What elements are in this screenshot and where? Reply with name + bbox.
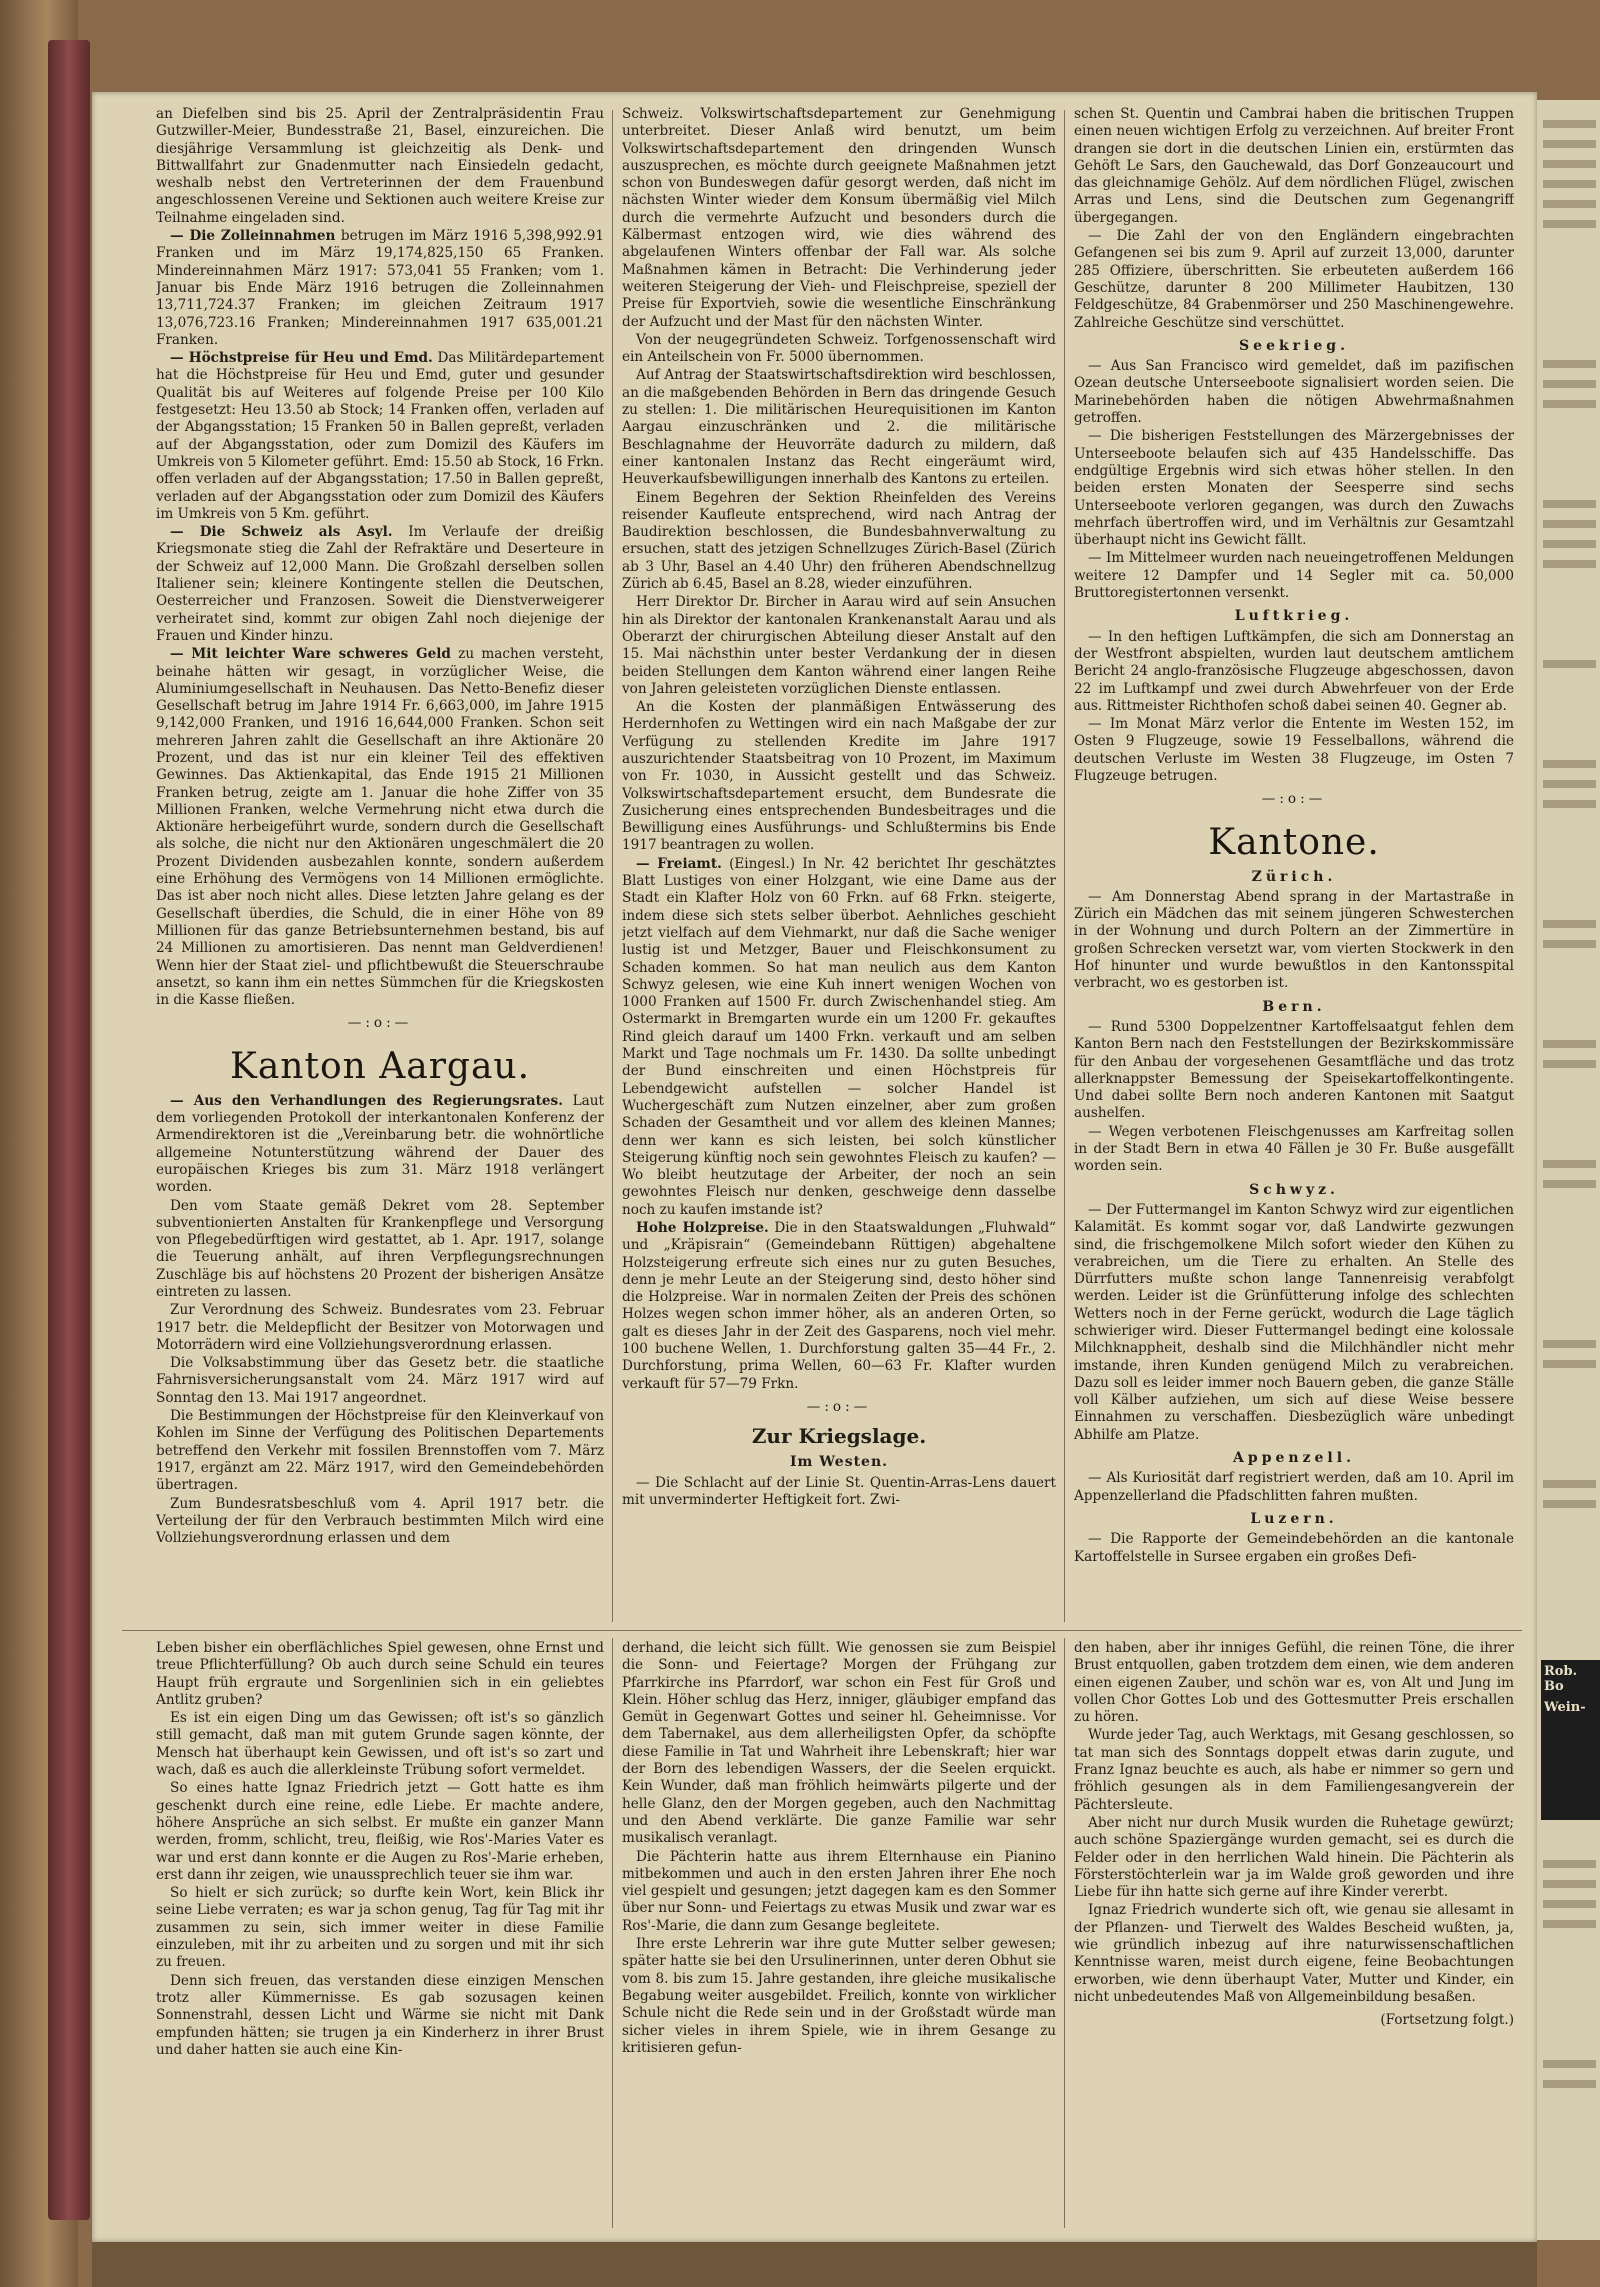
- keyword: — Die Zolleinnahmen: [170, 228, 336, 245]
- text: zu machen versteht, beinahe hätten wir gesagt, in vorzüglicher Weise, die Aluminiumgesellschaft in Neuhausen. Das Netto-Benefiz dieser Gesellschaft betrug im Jahre 1914 Fr. 6,663,000, im Jahre 1915 9,142,000 Franken, und 1916 16,644,000 Franken. Schon seit mehreren Jahren zahlt die Gesellschaft an ihre Aktionäre 20 Prozent, und das ist nur ein kleiner Teil des effektiven Gewinnes. Das Aktienkapital, das Ende 1915 21 Millionen Franken betrug, zeigte am 1. Januar die hohe Ziffer von 35 Millionen Franken, welche Vermehrung nicht etwa durch die Aktionäre herbeigeführt wurde, sondern durch die Gesellschaft als solche, die nicht nur den Aktionären ungeschmälert die 20 Prozent Dividenden ausbezahlen konnte, sondern außerdem eine Erhöhung des Vermögens von 14 Millionen ermöglichte. Das ist aber noch nicht alles. Diese letzten Jahre gelang es der Gesellschaft überdies, die Schuld, die in einer Höhe von 89 Millionen für das ganze Betriebsunternehmen bestand, bis auf 24 Millionen zu amortisieren. Das nennt man Geldverdienen! Wenn hier der Staat ziel- und pflichtbewußt die Steuerschraube ansetzt, so kann ihm ein nettes Sümmchen für die Kriegskosten in die Kasse fließen.: [156, 646, 604, 1009]
- paragraph: — Die Rapporte der Gemeindebehörden an die kantonale Kartoffelstelle in Sursee ergaben ein großes Defi-: [1074, 1531, 1514, 1565]
- text-line: [1543, 1040, 1596, 1048]
- subheading-seekrieg: Seekrieg.: [1239, 337, 1349, 354]
- subheading-luftkrieg: Luftkrieg.: [1234, 608, 1354, 625]
- paragraph: — Der Futtermangel im Kanton Schwyz wird zur eigentlichen Kalamität. Es kommt sogar vor, daß Landwirte gezwungen sind, die frischgemolkene Milch sofort wieder den Kühen zu verabreichen, um die Tiere zu erhalten. An Stelle des Dürrfutters mußte schon lange Tannenreisig verabfolgt werden. Leider ist die Grünfütterung infolge des schlechten Wetters noch in der Ferne gerückt, wodurch die Lage täglich schwieriger wird. Dieser Futtermangel bedingt eine kolossale Milchknappheit, deshalb sind die Milchhändler nicht mehr imstande, ihren Kunden genügend Milch zu verabreichen. Dazu soll es leider immer noch Bauern geben, die ganze Ställe voll Kälber aufziehen, um sich auf diese Weise bessere Einnahmen zu verschaffen. Diesbezüglich wäre unbedingt Abhilfe am Platze.: [1074, 1201, 1514, 1443]
- ad-text: Wein-: [1544, 1700, 1586, 1715]
- paragraph: — Die Schlacht auf der Linie St. Quentin-Arras-Lens dauert mit unverminderter Heftigkeit fort. Zwi-: [622, 1474, 1056, 1508]
- text-line: [1543, 520, 1596, 528]
- text-line: [1543, 1900, 1596, 1908]
- text-line: [1543, 660, 1596, 668]
- text-line: [1543, 1480, 1596, 1488]
- keyword: — Aus den Verhandlungen des Regierungsrates.: [170, 1092, 563, 1109]
- text-line: [1543, 1180, 1596, 1188]
- text-line: [1543, 160, 1596, 168]
- newspaper-page: [92, 92, 1537, 2242]
- paragraph: Die Bestimmungen der Höchstpreise für den Kleinverkauf von Kohlen im Sinne der Verfügung des Politischen Departements betreffend den Verkehr mit fossilen Brennstoffen vom 7. März 1917, ergänzt am 22. März 1917, wird den Gemeindebehörden übertragen.: [156, 1408, 604, 1494]
- text-line: [1543, 1060, 1596, 1068]
- column-rule-1: [612, 110, 613, 1622]
- paragraph: Schweiz. Volkswirtschaftsdepartement zur Genehmigung unterbreitet. Dieser Anlaß wird benutzt, um beim Volkswirtschaftsdepartement den dringenden Wunsch auszusprechen, es möchte durch geeignete Maßnahmen jetzt schon von Bundeswegen dafür gesorgt werden, daß nicht im nächsten Winter wieder dem Konsum übermäßig viel Milch durch die vermehrte Aufzucht und besonders durch die Kälbermast entzogen wird, wie dies während des abgelaufenen Winters offenbar der Fall war. Als solche Maßnahmen kämen in Betracht: Die Verhinderung jeder weiteren Steigerung der Vieh- und Fleischpreise, speziell der Preise für Exportvieh, sowie die wesentliche Einschränkung der Aufzucht und der Mast für den nächsten Winter.: [622, 106, 1056, 330]
- paragraph: [156, 228, 604, 349]
- column-3: [1074, 106, 1514, 1626]
- text-line: [1543, 360, 1596, 368]
- column-rule-2: [1064, 110, 1065, 1622]
- paragraph: An die Kosten der planmäßigen Entwässerung des Herdernhofen zu Wettingen wird ein nach Maßgabe der zur Verfügung zu stellenden Kredite im Jahre 1917 auszurichtender Staatsbeitrag von 10 Prozent, im Maximum von Fr. 1030, in Aussicht gestellt und das Schweiz. Volkswirtschaftsdepartement ersucht, dem Bundesrate die Zusicherung eines entsprechenden Bundesbeitrages und die Bewilligung eines Ausführungs- und Schlußtermins bis Ende 1917 beantragen zu wollen.: [622, 699, 1056, 854]
- text-line: [1543, 200, 1596, 208]
- text-line: [1543, 780, 1596, 788]
- paragraph: schen St. Quentin und Cambrai haben die britischen Truppen einen neuen wichtigen Erfolg zu verzeichnen. Auf breiter Front drangen sie dort in die deutschen Linien ein, erstürmten das Gehöft Le Sars, den Gauchewald, das Dorf Gonzeaucourt und das gleichnamige Gehölz. Auf dem nördlichen Flügel, zwischen Arras und Lens, sind die Deutschen zum Gegenangriff übergegangen.: [1074, 106, 1514, 226]
- subheading-luzern: Luzern.: [1250, 1510, 1338, 1527]
- paragraph: So hielt er sich zurück; so durfte kein Wort, kein Blick ihr seine Liebe verraten; es war ja schon genug, Tag für Tag mit ihr zusammen zu sein, sich immer weiter in diese Familie einzuleben, mit ihr zu arbeiten und zu sorgen und mit ihr sich zu freuen.: [156, 1885, 604, 1971]
- keyword: — Mit leichter Ware schweres Geld: [170, 646, 451, 663]
- paragraph: Es ist ein eigen Ding um das Gewissen; oft ist's so gänzlich still gemacht, daß man mit gutem Grunde sagen könnte, der Mensch hat überhaupt kein Gewissen, und oft ist's so zart und wach, daß es auch die allerkleinste Trübung sofort vermeldet.: [156, 1710, 604, 1779]
- separator: —:o:—: [1261, 791, 1327, 808]
- paragraph: — Rund 5300 Doppelzentner Kartoffelsaatgut fehlen dem Kanton Bern nach den Feststellungen der Bezirkskommissäre für den Anbau der vorgesehenen Gesamtfläche und das trotz allerknappster Bemessung der Speisekartoffelkontingente. Und dabei sollte Bern noch anderen Kantonen mit Saatgut aushelfen.: [1074, 1018, 1514, 1122]
- text-line: [1543, 1500, 1596, 1508]
- paragraph: — Im Mittelmeer wurden nach neueingetroffenen Meldungen weitere 12 Dampfer und 14 Segler mit ca. 50,000 Bruttoregistertonnen versenkt.: [1074, 550, 1514, 602]
- feuilleton-column-3: [1074, 1640, 1514, 2230]
- text-line: [1543, 2080, 1596, 2088]
- text: Die in den Staatswaldungen „Fluhwald“ und „Kräpisrain“ (Gemeindebann Rüttigen) abgehaltene Holzsteigerung erfreute sich eines nur zu guten Besuches, denn je mehr Leute an der Steigerung sind, desto höher sind die Holzpreise. War in normalen Zeiten der Preis des schönen Holzes wegen schon immer höher, als an anderen Orten, so galt es dieses Jahr in der Zeit des Gasparens, noch viel mehr. 100 buchene Wellen, 1. Durchforstung galten 35—44 Fr., 2. Durchforstung, prima Wellen, 60—63 Fr. Klafter wurden verkauft für 57—79 Frkn.: [622, 1220, 1056, 1392]
- text-line: [1543, 140, 1596, 148]
- column-2: [622, 106, 1056, 1626]
- section-title-kriegslage: Zur Kriegslage.: [751, 1424, 927, 1449]
- text-line: [1543, 920, 1596, 928]
- text-line: [1543, 400, 1596, 408]
- text-line: [1543, 180, 1596, 188]
- subheading-appenzell: Appenzell.: [1233, 1450, 1355, 1467]
- feuilleton-rule-2: [1064, 1638, 1065, 2228]
- paragraph: [622, 856, 1056, 1219]
- text-line: [1543, 540, 1596, 548]
- feuilleton-rule-1: [612, 1638, 613, 2228]
- section-title-aargau: Kanton Aargau.: [229, 1045, 531, 1087]
- paragraph: Aber nicht nur durch Musik wurden die Ruhetage gewürzt; auch schöne Spaziergänge wurden gemacht, sei es durch die Felder oder in den herrlichen Wald hinein. Die Pächterin als Försterstöchterlein war ja im Walde groß geworden und ihre Liebe für ihn hatte sich gerne auf ihre Kinder vererbt.: [1074, 1814, 1514, 1901]
- column-1: [156, 106, 604, 1626]
- separator: —:o:—: [806, 1398, 872, 1415]
- paragraph: an Diefelben sind bis 25. April der Zentralpräsidentin Frau Gutzwiller-Meier, Bundesstraße 21, Basel, einzureichen. Die diesjährige Versammlung ist gleichzeitig als Denk- und Bittwallfahrt zur Gnadenmutter nach Einsiedeln gedacht, weshalb nebst den Vertreterinnen der dem Frauenbund angeschlossenen Vereine und Sektionen auch weitere Kreise zur Teilnahme eingeladen sind.: [156, 106, 604, 226]
- paragraph: Denn sich freuen, das verstanden diese einzigen Menschen trotz aller Kümmernisse. Es gab sozusagen keinen Sonnenstrahl, dessen Licht und Wärme sie nicht mit Dank empfunden hätten; sie trugen ja ein Kinderherz in ihrer Brust und daher hatten sie auch eine Kin-: [156, 1972, 604, 2058]
- text-line: [1543, 560, 1596, 568]
- paragraph: Wurde jeder Tag, auch Werktags, mit Gesang geschlossen, so tat man sich des Sonntags doppelt etwas darin zugute, und Franz Ignaz beuchte es auch, als habe er nimmer so gern und fröhlich gesungen als in dem Familiengesangverein der Pächtersleute.: [1074, 1727, 1514, 1813]
- paragraph: Die Volksabstimmung über das Gesetz betr. die staatliche Fahrnisversicherungsanstalt vom 24. März 1917 wird auf Sonntag den 13. Mai 1917 angeordnet.: [156, 1355, 604, 1406]
- text: (Eingesl.) In Nr. 42 berichtet Ihr geschätztes Blatt Lustiges von einer Holzgant, wie eine Dame aus der Stadt ein Klafter Holz von 60 Frkn. auf 68 Frkn. steigerte, indem diese sich stets selber überbot. Aehnliches geschieht jetzt vielfach auf dem Viehmarkt, nur daß die Sache weniger lustig ist und Metzger, Bauer und Fleischkonsument zu Schaden kommen. So hat man neulich aus dem Kanton Schwyz gelesen, wie eine Kuh innert wenigen Wochen von 1000 Franken auf 1500 Fr. durch Zwischenhandel stieg. Am Ostermarkt in Bremgarten wurde ein um 1200 Fr. gekauftes Rind gleich darauf um 1400 Frkn. verkauft und am selben Markt und Tage nochmals um Fr. 1430. Da sollte unbedingt der Bund einschreiten und einen Höchstpreis für Lebendgewicht aufstellen — solcher Handel ist Wuchergeschäft zum Nutzen einzelner, aber zum großen Schaden der Gesamtheit und vor allem des kleinen Mannes; denn wer kann es sich leisten, bei solch künstlicher Steigerung künftig noch sein gewohntes Fleisch zu kaufen? — Wo bleibt heutzutage der Arbeiter, der noch an sein gewohntes Fleisch nur denken, geschweige denn dasselbe noch zu kaufen imstande ist?: [622, 855, 1056, 1218]
- ad-text: Rob. Bo: [1544, 1664, 1578, 1694]
- keyword: — Die Schweiz als Asyl.: [170, 524, 393, 541]
- text-line: [1543, 220, 1596, 228]
- paragraph: — Die Zahl der von den Engländern eingebrachten Gefangenen sei bis zum 9. April auf zurzeit 13,000, darunter 285 Offiziere, überschritten. Sie erbeuteten außerdem 166 Geschütze, darunter 8 200 Millimeter Haubitzen, 130 Feldgeschütze, 84 Grabenmörser und 250 Maschinengewehre. Zahlreiche Geschütze sind verschüttet.: [1074, 228, 1514, 331]
- text-line: [1543, 940, 1596, 948]
- paragraph: Von der neugegründeten Schweiz. Torfgenossenschaft wird ein Anteilschein von Fr. 5000 übernommen.: [622, 331, 1056, 366]
- text: Im Verlaufe der dreißig Kriegsmonate stieg die Zahl der Refraktäre und Deserteure in der Schweiz auf 12,000 Mann. Die Großzahl derselben sollen Italiener sein; kleinere Kontingente stellen die Deutschen, Oesterreicher und Franzosen. Soweit die Dienstverweigerer verheiratet sind, kommt zur obigen Zahl noch diejenige der Frauen und Kinder hinzu.: [156, 524, 604, 644]
- feuilleton-column-2: [622, 1640, 1056, 2230]
- paragraph: — Aus San Francisco wird gemeldet, daß im pazifischen Ozean deutsche Unterseeboote signalisiert worden seien. Die Marinebehörden haben die nötigen Abwehrmaßnahmen getroffen.: [1074, 358, 1514, 427]
- paragraph: den haben, aber ihr inniges Gefühl, die reinen Töne, die ihrer Brust entquollen, gaben trotzdem dem einen, wie dem anderen einen eigenen Zauber, und schön war es, von Alt und Jung im vollen Chor Gottes Lob und des Gottesmutter Preis erschallen zu hören.: [1074, 1640, 1514, 1726]
- paragraph: Ihre erste Lehrerin war ihre gute Mutter selber gewesen; später hatte sie bei den Ursulinerinnen, unter deren Obhut sie vom 8. bis zum 15. Jahre gestanden, ihre gleiche musikalische Begabung weiter ausgebildet. Freilich, konnte von wirklicher Schule nicht die Rede sein und in der Großstadt würde man sicher vieles in ihrem Spiele, wie in ihrem Gesange zu kritisieren gefun-: [622, 1936, 1056, 2056]
- advertisement: [1541, 1660, 1600, 1820]
- text-line: [1543, 1860, 1596, 1868]
- paragraph: derhand, die leicht sich füllt. Wie genossen sie zum Beispiel die Sonn- und Feiertage? Morgen der Frühgang zur Pfarrkirche ins Pfarrdorf, war schon ein Fest für Groß und Klein. Höher schlug das Herz, inniger, gläubiger empfand das Gemüt in Gegenwart Gottes und seiner hl. Geheimnisse. Vor dem Tabernakel, aus dem allerheiligsten Opfer, da schöpfte diese Familie in Tat und Wahrheit ihre Lebenskraft; hier war der Born des lebendigen Wassers, der die Seelen erquickt. Kein Wunder, daß man fröhlich heimwärts pilgerte und der helle Glanz, den der Morgen gegeben, auch den Nachmittag und den Abend verklärte. Die ganze Familie war sehr musikalisch veranlagt.: [622, 1640, 1056, 1847]
- paragraph: — Am Donnerstag Abend sprang in der Martastraße in Zürich ein Mädchen das mit seinem jüngeren Schwesterchen in der Wohnung und durch Poltern an der Zimmertüre in großen Schrecken versetzt war, vom vierten Stockwerk in den Hof hinunter und wurde bewußtlos in den Kantonsspital verbracht, wo es gestorben ist.: [1074, 888, 1514, 992]
- paragraph: Die Pächterin hatte aus ihrem Elternhause ein Pianino mitbekommen und auch in den ersten Jahren ihrer Ehe noch viel gespielt und gesungen; jetzt dagegen kam es den Sommer über nur Sonn- und Feiertags zu etwas Musik und zwar war es Ros'-Marie, die dann zum Gesange begleitete.: [622, 1848, 1056, 1934]
- text: betrugen im März 1916 5,398,992.91 Franken und im März 19,174,825,150 65 Franken. Mindereinnahmen März 1917: 573,041 55 Franken; vom 1. Januar bis Ende März 1916 betrugen die Zolleinnahmen 13,711,724.37 Franken; im gleichen Zeitraum 1917 13,076,723.16 Franken; Mindereinnahmen 1917 635,001.21 Franken.: [156, 228, 604, 348]
- text-line: [1543, 380, 1596, 388]
- keyword: Hohe Holzpreise.: [636, 1220, 769, 1236]
- paragraph: — Wegen verbotenen Fleischgenusses am Karfreitag sollen in der Stadt Bern in etwa 40 Fällen je 30 Fr. Buße ausgefällt worden sein.: [1074, 1123, 1514, 1175]
- adjacent-page: [1537, 100, 1600, 2240]
- subheading-westen: Im Westen.: [789, 1454, 889, 1471]
- paragraph: Einem Begehren der Sektion Rheinfelden des Vereins reisender Kaufleute entsprechend, wird nach Antrag der Baudirektion beschlossen, die Bundesbahnverwaltung zu ersuchen, statt des jetzigen Schnellzuges Zürich-Basel (Zürich ab 3 Uhr, Basel an 4.40 Uhr) den früheren Abendschnellzug Zürich ab 6.45, Basel an 8.28, wieder einzuführen.: [622, 489, 1056, 593]
- paragraph: — In den heftigen Luftkämpfen, die sich am Donnerstag an der Westfront abspielten, wurden laut deutschem amtlichem Bericht 24 anglo-französische Flugzeuge abgeschossen, davon 22 im Luftkampf und zwei durch Abwehrfeuer von der Erde aus. Rittmeister Richthofen schoß dabei seinen 40. Gegner ab.: [1074, 628, 1514, 714]
- book-bottom-edge: [92, 2242, 1537, 2287]
- text-line: [1543, 120, 1596, 128]
- separator: —:o:—: [347, 1015, 413, 1032]
- subheading-schwyz: Schwyz.: [1249, 1181, 1339, 1198]
- paragraph: Den vom Staate gemäß Dekret vom 28. September subventionierten Anstalten für Krankenpflege und Versorgung von Pflegebedürftigen wird gestattet, ab 1. Apr. 1917, solange die Teuerung anhält, auf ihren Verpflegungsrechnungen Zuschläge bis auf höchstens 20 Prozent der bisherigen Ansätze eintreten zu lassen.: [156, 1197, 604, 1300]
- paragraph: Zur Verordnung des Schweiz. Bundesrates vom 23. Februar 1917 betr. die Meldepflicht der Besitzer von Motorwagen und Motorrädern wird eine Vollziehungsverordnung erlassen.: [156, 1302, 604, 1353]
- subheading-zuerich: Zürich.: [1251, 868, 1337, 885]
- paragraph: — Im Monat März verlor die Entente im Westen 152, im Osten 9 Flugzeuge, sowie 19 Fesselballons, während die deutschen Verluste im Westen 38 Flugzeuge, im Osten 7 Flugzeuge betrugen.: [1074, 716, 1514, 784]
- paragraph: — Die bisherigen Feststellungen des Märzergebnisses der Unterseeboote belaufen sich auf 435 Handelsschiffe. Das endgültige Ergebnis wird sich etwas höher stellen. In den beiden ersten Monaten der Seesperre sind sechs Unterseeboote verloren gegangen, was durch den Zuwachs mehrfach übertroffen wird, und im Verhältnis zur Gesamtzahl überhaupt nicht ins Gewicht fällt.: [1074, 428, 1514, 549]
- paragraph: — Als Kuriosität darf registriert werden, daß am 10. April im Appenzellerland die Pfadschlitten fahren mußten.: [1074, 1470, 1514, 1504]
- feuilleton-column-1: [156, 1640, 604, 2230]
- book-binding: [48, 40, 90, 2220]
- continuation-note: (Fortsetzung folgt.): [1380, 2012, 1514, 2029]
- paragraph: [156, 646, 604, 1009]
- paragraph: Ignaz Friedrich wunderte sich oft, wie genau sie allesamt in der Pflanzen- und Tierwelt des Waldes Bescheid wußten, ja, wie gründlich inbezug auf ihre naturwissenschaftlichen Kenntnisse waren, meist durch eigene, feine Beobachtungen erworben, wie denn überhaupt Vater, Mutter und Kinder, ein nicht unbedeutendes Maß von Allgemeinbildung besaßen.: [1074, 1902, 1514, 2005]
- paragraph: Auf Antrag der Staatswirtschaftsdirektion wird beschlossen, an die maßgebenden Behörden in Bern das dringende Gesuch zu stellen: 1. Die militärischen Heurequisitionen im Kanton Aargau einzuschränken und 2. die militärische Beschlagnahme der Heuvorräte dadurch zu mildern, daß einer kantonalen Instanz das Recht eingeräumt wird, Heuverkaufsbewilligungen innerhalb des Kantons zu erteilen.: [622, 367, 1056, 488]
- keyword: — Höchstpreise für Heu und Emd.: [170, 350, 433, 367]
- text-line: [1543, 1160, 1596, 1168]
- paragraph: Herr Direktor Dr. Bircher in Aarau wird auf sein Ansuchen hin als Direktor der kantonalen Krankenanstalt Aarau und als Oberarzt der chirurgischen Abteilung dieser Anstalt auf den 15. Mai nächsthin unter bester Verdankung der in diesen beiden Stellungen dem Kanton während einer langen Reihe von Jahren geleisteten vorzüglichen Dienste entlassen.: [622, 594, 1056, 697]
- text-line: [1543, 2060, 1596, 2068]
- text-line: [1543, 1880, 1596, 1888]
- text: Laut dem vorliegenden Protokoll der interkantonalen Konferenz der Armendirektoren ist die „Vereinbarung betr. die wohnörtliche allgemeine Notunterstützung während der Dauer des europäischen Krieges bis zum 31. März 1918 verlängert worden.: [156, 1092, 604, 1196]
- text-line: [1543, 760, 1596, 768]
- paragraph: Leben bisher ein oberflächliches Spiel gewesen, ohne Ernst und treue Pflichterfüllung? Ob auch durch seine Schuld ein teures Haupt früh ergraute und Sorgenlinien sich in ein geliebtes Antlitz gruben?: [156, 1640, 604, 1708]
- feuilleton-rule: [122, 1630, 1522, 1631]
- text-line: [1543, 1360, 1596, 1368]
- text-line: [1543, 500, 1596, 508]
- keyword: — Freiamt.: [636, 855, 722, 872]
- text-line: [1543, 800, 1596, 808]
- subheading-bern: Bern.: [1262, 998, 1326, 1015]
- paragraph: Zum Bundesratsbeschluß vom 4. April 1917 betr. die Verteilung der für den Verbrauch bestimmten Milch wird eine Vollziehungsverordnung erlassen und dem: [156, 1495, 604, 1547]
- paragraph: [156, 350, 604, 523]
- text-line: [1543, 1920, 1596, 1928]
- section-title-kantone: Kantone.: [1208, 821, 1380, 863]
- paragraph: So eines hatte Ignaz Friedrich jetzt — Gott hatte es ihm geschenkt durch eine reine, edle Liebe. Er machte andere, höhere Ansprüche an sich selbst. Er mußte ein ganzer Mann werden, fromm, schlicht, treu, fleißig, wie Ros'-Maries Vater es war und erst dann konnte er die Augen zu Ros'-Marie erheben, erst dann ihr zeigen, wie unaussprechlich teuer sie ihm war.: [156, 1780, 604, 1883]
- text-line: [1543, 1340, 1596, 1348]
- paragraph: [156, 1093, 604, 1197]
- paragraph: [622, 1220, 1056, 1393]
- paragraph: [156, 524, 604, 645]
- text: Das Militärdepartement hat die Höchstpreise für Heu und Emd, guter und gesunder Qualität bis auf Weiteres auf folgende Preise per 100 Kilo festgesetzt: Heu 13.50 ab Stock; 14 Franken offen, verladen auf der Abgangsstation; 15 Franken 50 in Ballen gepreßt, verladen auf der Abgangsstation, oder zum Domizil des Käufers im Umkreis von 5 Kilometer geführt. Emd: 15.50 ab Stock, 16 Frkn. offen verladen auf der Abgangsstation; 17.50 in Ballen gepreßt, verladen auf der Abgangsstation oder zum Domizil des Käufers im Umkreis von 5 Km. geführt.: [156, 350, 604, 522]
